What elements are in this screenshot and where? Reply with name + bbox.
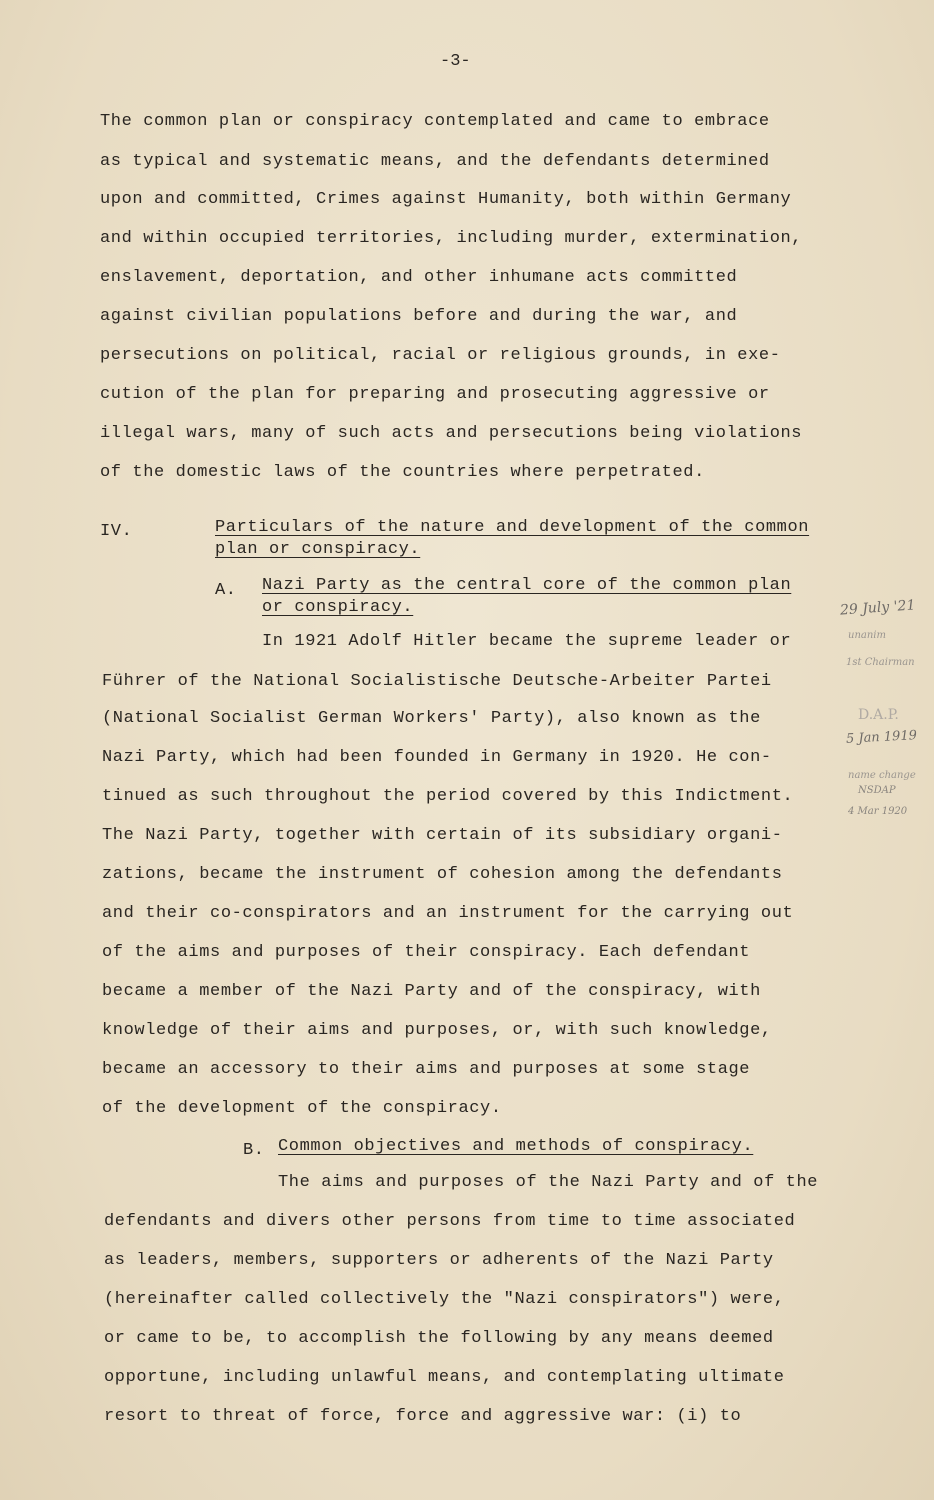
text-line: (National Socialist German Workers' Party), also known as the — [102, 709, 761, 728]
margin-note: name change — [848, 770, 916, 781]
subsection-heading: Common objectives and methods of conspiracy. — [278, 1137, 754, 1156]
text-line: resort to threat of force, force and aggressive war: (i) to — [104, 1407, 742, 1426]
section-heading: Particulars of the nature and development of the common — [215, 518, 810, 537]
text-line: upon and committed, Crimes against Humanity, both within Germany — [100, 190, 792, 209]
text-line: Führer of the National Socialistische Deutsche-Arbeiter Partei — [102, 672, 772, 691]
margin-note: NSDAP — [858, 785, 896, 796]
text-line: became a member of the Nazi Party and of the conspiracy, with — [102, 982, 761, 1001]
text-line: of the domestic laws of the countries where perpetrated. — [100, 463, 705, 482]
section-heading: plan or conspiracy. — [215, 540, 421, 559]
text-line: opportune, including unlawful means, and contemplating ultimate — [104, 1368, 785, 1387]
text-line: as typical and systematic means, and the defendants determined — [100, 152, 770, 171]
text-line: as leaders, members, supporters or adherents of the Nazi Party — [104, 1251, 774, 1270]
text-line: became an accessory to their aims and purposes at some stage — [102, 1060, 751, 1079]
text-line: and within occupied territories, including murder, extermination, — [100, 229, 803, 248]
text-line: Nazi Party, which had been founded in Germany in 1920. He con- — [102, 748, 772, 767]
text-line: and their co-conspirators and an instrument for the carrying out — [102, 904, 794, 923]
text-line: against civilian populations before and during the war, and — [100, 307, 738, 326]
margin-note: 4 Mar 1920 — [848, 806, 908, 817]
text-line: tinued as such throughout the period covered by this Indictment. — [102, 787, 794, 806]
margin-note: 1st Chairman — [846, 657, 915, 668]
text-line: cution of the plan for preparing and prosecuting aggressive or — [100, 385, 770, 404]
text-line: of the development of the conspiracy. — [102, 1099, 502, 1118]
text-line: defendants and divers other persons from time to time associated — [104, 1212, 796, 1231]
subsection-letter: B. — [243, 1141, 265, 1160]
section-numeral: IV. — [100, 522, 133, 541]
subsection-letter: A. — [215, 581, 237, 600]
text-line: enslavement, deportation, and other inhumane acts committed — [100, 268, 738, 287]
text-line: The Nazi Party, together with certain of its subsidiary organi- — [102, 826, 783, 845]
subsection-heading: Nazi Party as the central core of the common plan — [262, 576, 792, 595]
text-line: persecutions on political, racial or religious grounds, in exe- — [100, 346, 781, 365]
margin-note: unanim — [848, 630, 886, 641]
text-line: The common plan or conspiracy contemplated and came to embrace — [100, 112, 770, 131]
margin-note: D.A.P. — [858, 707, 899, 723]
margin-note: 5 Jan 1919 — [845, 728, 918, 747]
text-line: (hereinafter called collectively the "Nazi conspirators") were, — [104, 1290, 785, 1309]
text-line: or came to be, to accomplish the following by any means deemed — [104, 1329, 774, 1348]
text-line: The aims and purposes of the Nazi Party and of the — [278, 1173, 819, 1192]
text-line: of the aims and purposes of their conspiracy. Each defendant — [102, 943, 751, 962]
margin-note: 29 July '21 — [839, 597, 916, 619]
text-line: zations, became the instrument of cohesion among the defendants — [102, 865, 783, 884]
page-number: -3- — [440, 52, 471, 71]
subsection-heading: or conspiracy. — [262, 598, 414, 617]
text-line: illegal wars, many of such acts and persecutions being violations — [100, 424, 803, 443]
text-line: In 1921 Adolf Hitler became the supreme leader or — [262, 632, 792, 651]
text-line: knowledge of their aims and purposes, or, with such knowledge, — [102, 1021, 772, 1040]
